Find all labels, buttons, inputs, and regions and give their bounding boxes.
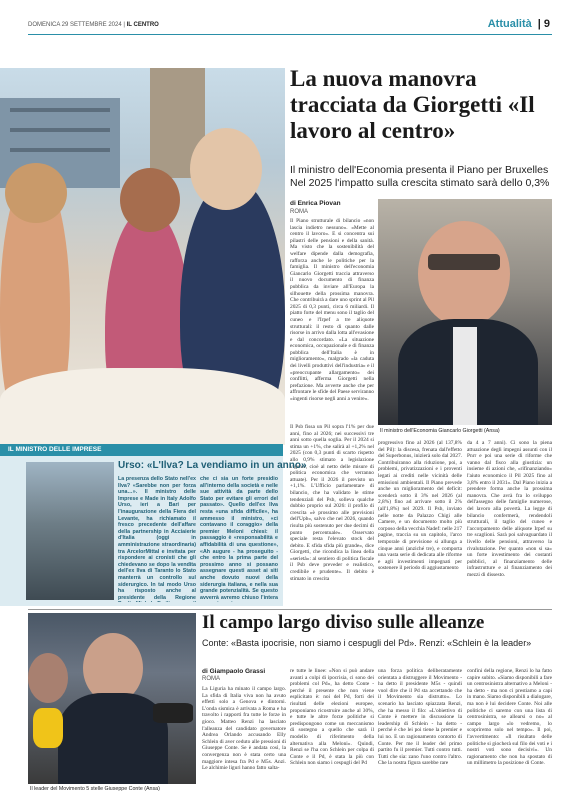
second-photo-caption: Il leader del Movimento 5 stelle Giuseppe Conte (Ansa) (30, 786, 160, 792)
main-photo-caption: Il ministro dell'Economia Giancarlo Giorgetti (Ansa) (380, 428, 500, 434)
second-column-1: La Liguria ha minato il campo largo. La sfida di Italia viva non ha avuto effetti solo a Genova e dintorni. L'onda sismica è arrivata a Roma e ha travolto i rapporti fra tutte le forze in gioco. Matteo Renzi ha lasciato l'alleanza del candidato governatore Andrea Orlando accusando Elly Schlein di aver ceduto alle pressioni di Giuseppe Conte. Se è andata così, la convergenza non è stata certo una maggiore intesa fra Pd e M5s. Anzi. Le alchimie liguri hanno fatto salta- (202, 686, 286, 772)
main-column-3: progressivo fino al 2026 (al 137,8% del Pil): la discesa, frenata dall'effetto del Superbonus, inizierà solo dal 2027. Contribuiranno alla riduzione, poi, a problemi, privatizzazioni e i proventi legati ai crediti nelle vicinità delle emissioni ambientali. Il Piano prevede anche un miglioramento del deficit: scenderà sotto il 3% nel 2026 (al 2,8%) fino ad arrivare sotto il 2% (all'1,8%) nel 2029. Il Psb, inviato nelle notte da Palazzo Chigi alle Camere, e un documento molto più corposo della vecchia Nadef: nelle 217 pagine, traccia su un capitolo, l'arco temporale di previsione si allunga a cinque anni (anziché tre), e comporta una vasta serie di dedicata alle riforme e agli investimenti impegnati per sostenere il periodo di aggiustamento (378, 440, 462, 572)
giorgetti-photo (378, 199, 552, 425)
section-rule (28, 609, 552, 610)
second-column-4: confini della regione, Renzi lo ha fatto capire subito. «Siamo disponibili a fare un centrosinistra alternativo a Meloni - ha detto - ma non ci prestiamo a capi in mano. Siamo disponibili a dialogare, ma non è lui decidere Conte. Noi alle politiche ci saremo con una lista di centrosinistra, se allearsi o no» al campo largo «lo vedremo, lo scopriremo solo nel tempo». Il poi, l'avvertimento: «Il risultato delle politiche si giocherà sul filo dei voti e i nostri voti sono decisivi». Un ragionamento che non ha spostato di un millimetro la posizione di Conte. (467, 668, 552, 767)
main-column-1: Il Piano strutturale di bilancio «non lascia indietro nessuno». «Mette al centro il lavoro». E si concentra sui pilastri delle pensioni e della sanità. Ma visto che la sostenibilità del welfare dipende dalla demografia, rafforza anche le politiche per la famiglia. Il ministro dell'economia Giancarlo Giorgetti traccia attraverso il nuovo documento di finanza pubblica da inviare all'Europa la silhouette della prossima manovra. Che contribuirà a dare uno sprint al Pil 2025 di 0,3 punti, circa 6 miliardi. Il piatto forte del menu sono il taglio del cuneo e l'Irpef a tre aliquote strutturali: il resto di quanto dalle risorse in arrivo dalla lotta all'evasione e dal concordato. «La situazione economica, occupazionale e di finanza pubblica dell'Italia è in miglioramento», malgrado «la caduta dei livelli produttivi dell'industria» e il «preoccupante allargamento» dei conflitti, afferma Giorgetti nella prefazione. Ma avverte anche che per affrontare le sfide del Paese serviranno «ingenti risorse negli anni a venire». (290, 218, 374, 403)
byline-place: ROMA (290, 209, 308, 215)
header-rule (28, 34, 552, 35)
byline-author: di Enrica Piovan (290, 200, 341, 207)
second-byline (202, 668, 265, 682)
ilva-title: Urso: «L'Ilva? La vendiamo in un anno» (118, 460, 307, 471)
main-column-4: da 4 a 7 anni). Ci sono la piena attuazione degli impegni assunti con il Pnrr e poi una serie di riforme che vanno dal fisco alla giustizia: un insieme di azioni che, «rifinanziando» l'aiuto economico il Pil 2025 fino al 3,8% entro il 2031». Dal Piano inizia a prendere forma anche la prossima manovra. Che avrà fra lo sviluppo dell'assegno delle famiglie numerose, del lavoro alla povertà. La legge di bilancio confermerà, rendendoli strutturali, il taglio del cuneo e l'accorpamento delle aliquote Irpef su tre scaglioni. Sarà poi salvaguardato il livello delle pensioni, attraverso la rivalutazione. Per quanto «non si sa» un forte investimento dei costanti pubblici, al finanziamento delle infrastrutture e al finanziamento dei mezzi di dissesto. (467, 440, 552, 578)
second-column-2: re tutte le linee: «Non si può andare avanti a colpi di ipocrisia, ci sono dei problemi col Pd», ha detto Conte - perché il presente che non viene esplicitato è: noi del Pd, forti dei risultati delle elezioni europee, proponiamo ricostruire anche al 30%, e tutte le altre forze politiche si predispongono come un meccanismo di sostegno a quello che sarà il modello di riferimento della alternativa alla Meloni». Quindi, Renzi se l'ha con Schlein per colpa di Conte e il Pd, è stata la più con Schlein non siamo i cespugli del Pd (290, 668, 374, 767)
main-headline: La nuova manovra tracciata da Giorgetti «Il lavoro al centro» (290, 66, 535, 143)
ilva-section-label: IL MINISTRO DELLE IMPRESE (0, 444, 283, 456)
section-label: Attualità (487, 18, 532, 30)
second-headline: Il campo largo diviso sulle alleanze (202, 612, 485, 633)
ilva-column-2: che ci sia un forte presidio all'interno della società e nelle sue attività da parte dello Stato per evitare gli errori del passato». Quello dell'ex Ilva resta «una sfida difficile», ha ammesso il ministro, «ci contavano il coraggio» della premier Meloni chiesi: il passaggio è «responsabilità e affidabilità di una questione», «Ah augure - ha proseguito - che entro la prima parte del prossimo anno si possano assegnare questi asset ai siti anche dovuto nuovi della siderurgia italiana, e nella sua grande potenzialità. Se questo avverrà avremo chiuso l'intera (200, 476, 278, 601)
second-byline-place: ROMA (202, 676, 220, 682)
section-header: Attualità | 9 (487, 18, 550, 30)
second-subtitle: Conte: «Basta ipocrisie, non siamo i cespugli del Pd». Renzi: «Schlein è la leader» (202, 638, 532, 648)
date-text: DOMENICA 29 SETTEMBRE 2024 (28, 22, 122, 28)
ilva-column-1: La presenza dello Stato nell'ex Ilva? «Sarebbe non per forza una…». Il ministro delle Imprese e Made in Italy Adolfo Urso, ieri a Bari per l'inaugurazione della Fiera del Levante, ha richiamato il fresco precedente dell'affare della partnership in Acciaierie d'Italia (oggi in amministrazione straordinaria) tra ArcelorMittal e invitata per rispondere ai cronisti che gli chiedevano se dopo la vendita dell'ex Ilva di Taranto lo Stato manterrà un controllo sul siderurgico. In tal modo Urso ha risposto anche al presidente della Regione (118, 476, 196, 601)
second-byline-author: di Giampaolo Grassi (202, 668, 266, 675)
page-number: 9 (543, 18, 550, 30)
second-column-3: una forza politica deliberatamente orientata a distruggere il Movimento - ha detto il presidente M5s - quindi vuol dire che il Pd sta accettando che il Movimento sia distrutto». Lo scenario ha lasciato spiazzata Renzi, che ha messo il filo: «L'obiettivo di Conte è mettere in discussione la leadership di Schlein - ha detto - perché è che lei poi tiene la premier e lui no. E un ragionamento contorto di Conte. Per me il leader del primo partito fu il premier. Tutti contro tutti. Tutti che sia: zano l'uno contro l'altro. Che la nostra figura sarebbe rare (378, 668, 462, 767)
main-subtitle: Il ministro dell'Economia presenta il Piano per Bruxelles Nel 2025 l'impatto sulla crescita stimato sarà dello 0,3% (290, 164, 550, 189)
main-photo (0, 68, 285, 445)
page-header-date: DOMENICA 29 SETTEMBRE 2024 | IL CENTRO (28, 22, 159, 28)
main-byline (290, 200, 341, 215)
paper-name: IL CENTRO (126, 22, 159, 28)
conte-photo (28, 613, 196, 784)
ilva-photo (26, 462, 114, 600)
main-column-2: Il Psb fissa un Pil sopra l'1% per due anni, fino al 2026; nei successivi tre anni sotto quella soglia. Per il 2024 si stima un +1%, che salirà al +1,2% nel 2025 (con 0,3 punti di scarto rispetto allo 0,9% stimato a legislazione vigente, cioè al netto delle misure di politica economica che verranno attuate). Per il 2026 il previsto un +1,1%. L'Ufficio parlamentare di bilancio, che ha validato le stime tendenziali del Psb, solleva qualche dubbio proprio sul 2026: il profilo di crescita «è prossimo alle previsioni dell'Upb», salvo che nel 2026, quando risulta più sostenuto per due decimi di punto percentuale». Osservato speciale resta l'elevato stock del debito. E sfida sfida più grande», dice Giorgetti, che ricondica la linea della «serietà»: al sentiero di politica fiscale il Psb deve preveder e realistico, credibile e prudente». Il debito è stimato in crescita (290, 424, 374, 582)
